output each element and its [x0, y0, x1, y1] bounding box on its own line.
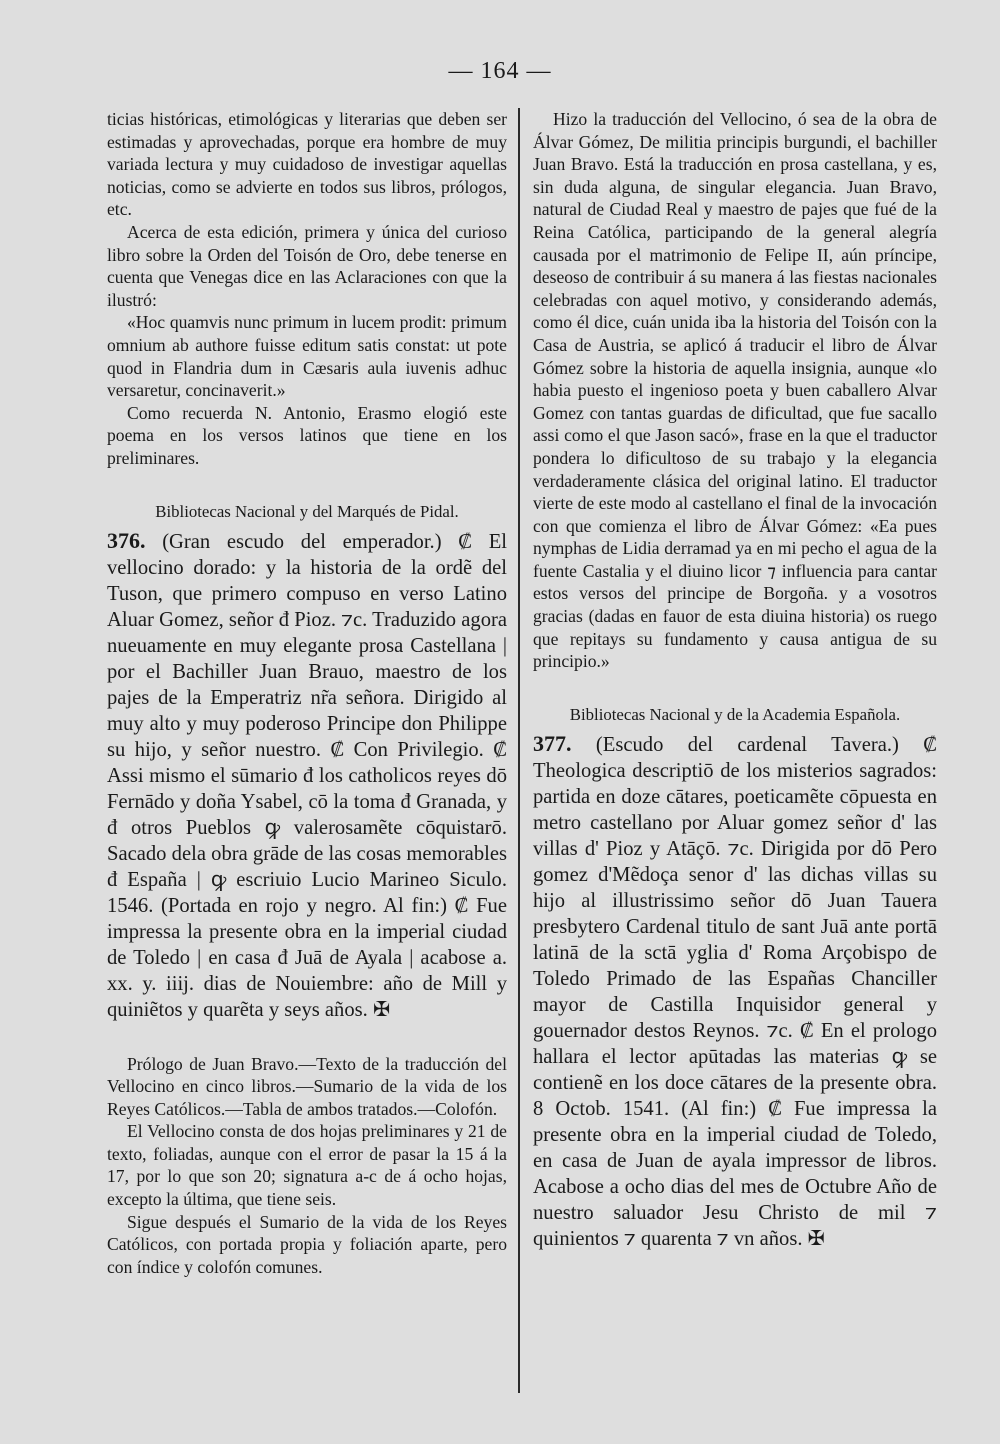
page-number: — 164 —	[448, 58, 552, 84]
right-column	[533, 108, 937, 1252]
entry-text: (Escudo del cardenal Tavera.) ₡ Theologica descriptiō de los misterios sagrados: partida en doze cātares, poeticamẽte cōpuesta en metro castellano por Aluar gomez señor d' las villas d' Pioz y Atāçō. ⁊c. Dirigida por dō Pero gomez d'Mẽdoça senor d' las dichas villas su hijo al illustrissimo señor dō Juan Tauera presbytero Cardenal titulo de sant Juā ante portā latinā de la sctā yglia d' Roma Arçobispo de Toledo Primado de las Españas Chanciller mayor de Castilla Inquisidor general y gouernador destos Reynos. ⁊c. ₡ En el prologo hallara el lector apūtadas las materias ꝙ se contienẽ en los doce cātares de la presente obra. 8 Octob. 1541. (Al fin:) ₡ Fue impressa la presente obra en la imperial ciudad de Toledo, en casa de Juan de ayala impressor de libros. Acabose a ocho dias del mes de Octubre Año de nuestro saluador Jesu Christo de mil ⁊ quinientos ⁊ quarenta ⁊ vn años. ✠	[533, 733, 937, 1250]
entry-notes	[107, 1053, 507, 1279]
bibliographic-entry-376	[107, 528, 507, 1023]
paragraph: Sigue después el Sumario de la vida de los Reyes Católicos, con portada propia y foliación aparte, pero con índice y colofón comunes.	[107, 1211, 507, 1277]
paragraph: El Vellocino consta de dos hojas preliminares y 21 de texto, foliadas, aunque con el error de pasar la 15 á la 17, por lo que son 20; signatura a-c de á ocho hojas, excepto la última, que tiene seis.	[107, 1121, 507, 1210]
paragraph: Como recuerda N. Antonio, Erasmo elogió este poema en los versos latinos que tiene en los preliminares.	[107, 402, 507, 468]
entry-number: 376.	[107, 527, 146, 553]
library-source: Bibliotecas Nacional y del Marqués de Pidal.	[155, 501, 459, 521]
commentary-text	[533, 108, 937, 673]
bibliographic-entry-377	[533, 731, 937, 1252]
paragraph: Prólogo de Juan Bravo.—Texto de la traducción del Vellocino en cinco libros.—Sumario de la vida de los Reyes Católicos.—Tabla de ambos tratados.—Colofón.	[107, 1053, 507, 1119]
library-source: Bibliotecas Nacional y de la Academia Española.	[569, 704, 901, 724]
paragraph: Hizo la traducción del Vellocino, ó sea de la obra de Álvar Gómez, De militia principis burgundi, el bachiller Juan Bravo. Está la traducción en prosa castellana, y es, sin duda alguna, de singular elegancia. Juan Bravo, natural de Ciudad Real y maestro de pajes que fué de la Reina Católica, participando de la general alegría causada por el matrimonio de Felipe II, aún príncipe, deseoso de contribuir á su manera á las fiestas nacionales celebradas con aquel motivo, y considerando además, como él dice, cuán unida iba la historia del Toisón con la Casa de Austria, se aplicó á traducir el libro de Álvar Gómez sobre la historia de aquella insignia, aunque «lo habia puesto el ingenioso poeta y buen caballero Alvar Gomez con tantas guardas de dificultad, que fue sacallo assi como el que Jason sacó», frase en la que el traductor pondera lo dificultoso de su trabajo y la elegancia verdaderamente clásica del original latino. El traductor vierte de este modo al castellano el final de la invocación con que comienza el libro de Álvar Gómez: «Ea pues nymphas de Lidia derramad ya en mi pecho el agua de la fuente Castalia y el diuino licor ⁊ influencia para cantar estos versos del principe de Borgoña. y a vosotros gracias (dadas en fauor de esta diuina historia) os ruego que repitays su fundamento y causa antigua de su principio.»	[533, 109, 937, 672]
paragraph: ticias históricas, etimológicas y literarias que deben ser estimadas y aprovechadas, porque era hombre de muy variada lectura y muy cuidadoso de investigar aquellas noticias, como se advierte en todos sus libros, prólogos, etc.	[107, 109, 507, 220]
column-divider	[518, 108, 520, 1393]
paragraph: Acerca de esta edición, primera y única del curioso libro sobre la Orden del Toisón de Oro, debe tenerse en cuenta que Venegas dice en las Aclaraciones con que la ilustró:	[107, 221, 507, 310]
entry-number: 377.	[533, 730, 572, 756]
intro-text	[107, 108, 507, 470]
left-column	[107, 108, 507, 1278]
entry-text: (Gran escudo del emperador.) ₡ El vellocino dorado: y la historia de la ordẽ del Tuson, que primero compuso en verso Latino Aluar Gomez, señor đ Pioz. ⁊c. Traduzido agora nueuamente en muy elegante prosa Castellana | por el Bachiller Juan Brauo, maestro de los pajes de la Emperatriz nr̃a señora. Dirigido al muy alto y muy poderoso Principe don Philippe su hijo, y señor nuestro. ₡ Con Privilegio. ₡ Assi mismo el sūmario đ los catholicos reyes dō Fernādo y doña Ysabel, cō la toma đ Granada, y đ otros Pueblos ꝙ valerosamẽte cōquistarō. Sacado dela obra grāde de las cosas memorables đ España | ꝙ escriuio Lucio Marineo Siculo. 1546. (Portada en rojo y negro. Al fin:) ₡ Fue impressa la presente obra en la imperial ciudad de Toledo | en casa đ Juā de Ayala | acabose a. xx. y. iiij. dias de Nouiembre: año de Mill y quiniẽtos y quarẽta y seys años. ✠	[107, 530, 507, 1021]
paragraph: «Hoc quamvis nunc primum in lucem prodit: primum omnium ab authore fuisse editum satis constat: ut pote quod in Flandria dum in Cæsaris aula iuvenis adhuc versaretur, concinaverit.»	[107, 312, 507, 401]
